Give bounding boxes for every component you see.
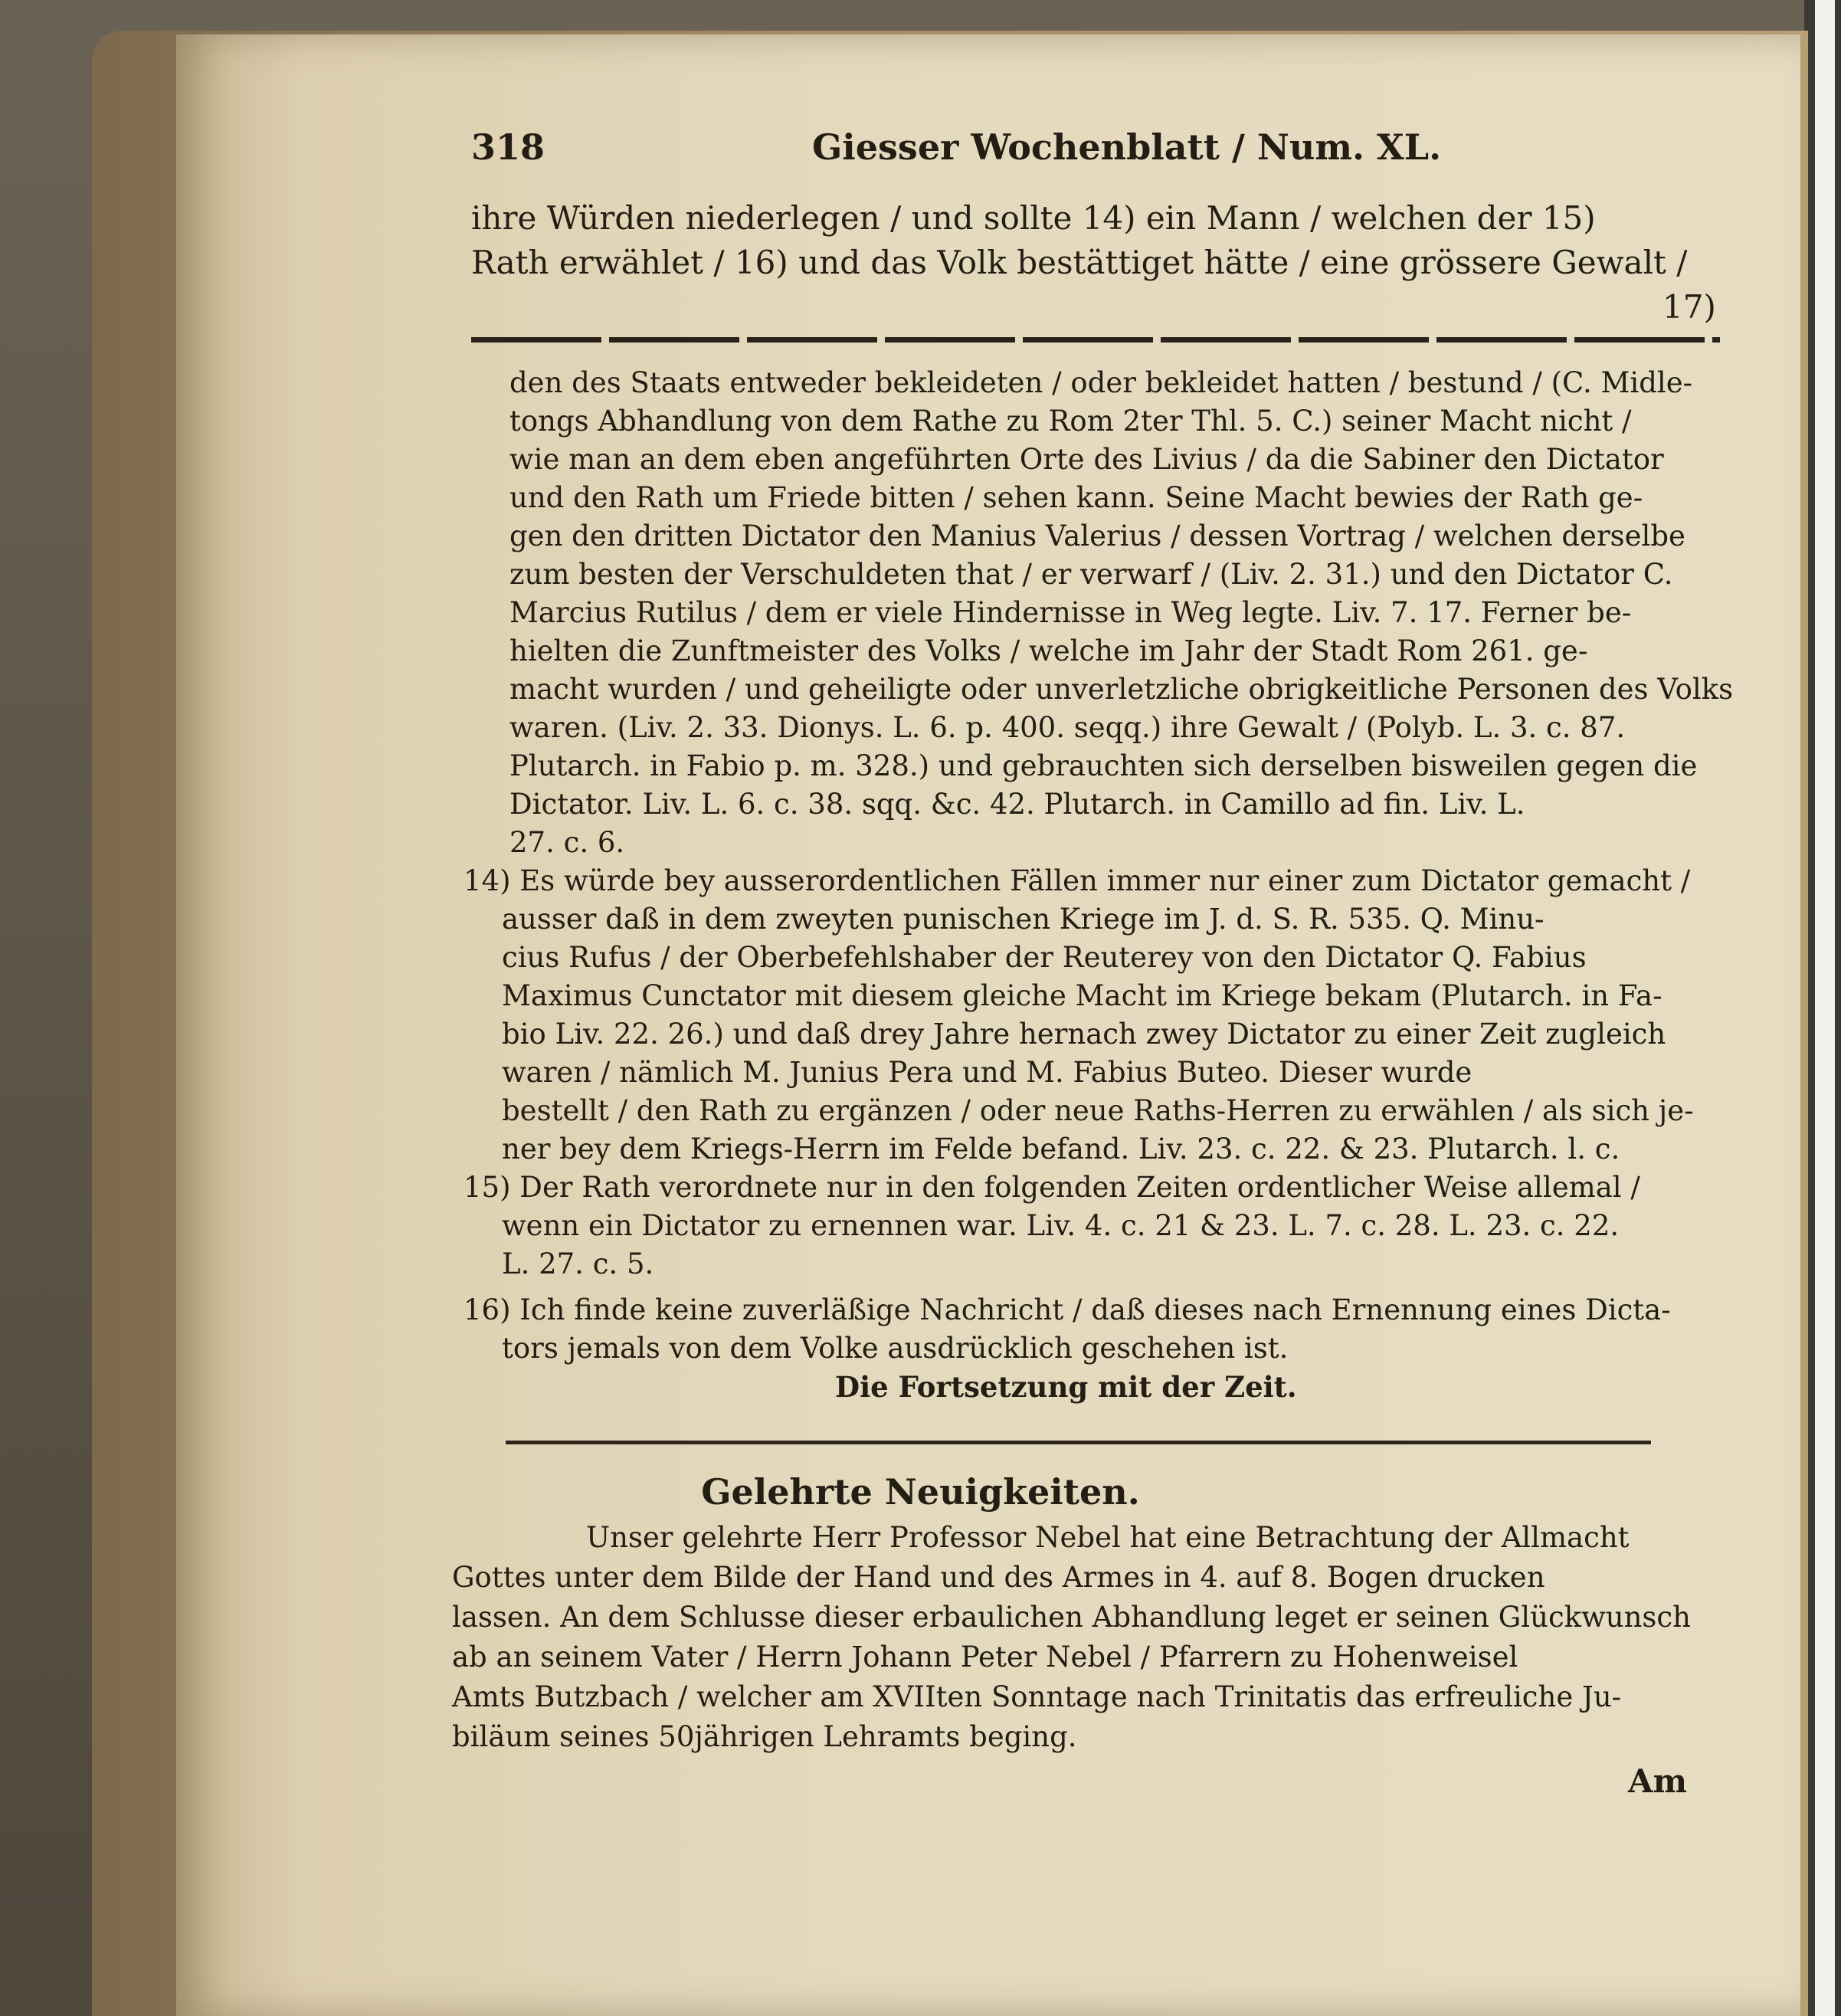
scanner-white-edge [1815,0,1835,2016]
footnote-16-line: 16) Ich finde keine zuverläßige Nachricht / daß dieses nach Ernennung eines Dicta- [464,1293,1671,1326]
footnote-line: gen den dritten Dictator den Manius Valerius / dessen Vortrag / welchen derselbe [509,520,1685,552]
footnote-14-line: bio Liv. 22. 26.) und daß drey Jahre hernach zwey Dictator zu einer Zeit zugleich [502,1018,1666,1051]
footnote-line: und den Rath um Friede bitten / sehen kann. Seine Macht bewies der Rath ge- [509,481,1643,514]
footnote-line: Plutarch. in Fabio p. m. 328.) und gebrauchten sich derselben bisweilen gegen die [509,749,1698,782]
catchword: Am [1628,1762,1688,1800]
footnote-line: zum besten der Verschuldeten that / er verwarf / (Liv. 2. 31.) und den Dictator C. [509,558,1673,591]
news-line: biläum seines 50jährigen Lehramts beging. [452,1720,1077,1753]
footnote-line: wie man an dem eben angeführten Orte des Livius / da die Sabiner den Dictator [509,443,1664,476]
page-number: 318 [471,126,545,168]
continuation-note: Die Fortsetzung mit der Zeit. [835,1370,1297,1404]
footnote-14-line: cius Rufus / der Oberbefehlshaber der Reuterey von den Dictator Q. Fabius [502,941,1587,974]
footnote-line: hielten die Zunftmeister des Volks / welche im Jahr der Stadt Rom 261. ge- [509,634,1588,667]
footnote-14-line: waren / nämlich M. Junius Pera und M. Fabius Buteo. Dieser wurde [502,1056,1472,1089]
footnote-line: macht wurden / und geheiligte oder unverletzliche obrigkeitliche Personen des Volks [509,673,1734,706]
footnote-line: Dictator. Liv. L. 6. c. 38. sqq. &c. 42. Plutarch. in Camillo ad fin. Liv. L. [509,788,1525,821]
news-line: ab an seinem Vater / Herrn Johann Peter Nebel / Pfarrern zu Hohenweisel [452,1641,1518,1673]
footnote-line: Marcius Rutilus / dem er viele Hindernisse in Weg legte. Liv. 7. 17. Ferner be- [509,596,1632,629]
footnote-line: waren. (Liv. 2. 33. Dionys. L. 6. p. 400. seqq.) ihre Gewalt / (Polyb. L. 3. c. 87. [509,711,1626,744]
footnote-line: den des Staats entweder bekleideten / oder bekleidet hatten / bestund / (C. Midle- [509,366,1693,399]
news-line: Gottes unter dem Bilde der Hand und des Armes in 4. auf 8. Bogen drucken [452,1561,1545,1594]
body-line-1: ihre Würden niederlegen / und sollte 14) ein Mann / welchen der 15) [471,199,1596,237]
section-rule [506,1441,1651,1444]
scan-right-border [1804,0,1841,2016]
footnote-15-line: wenn ein Dictator zu ernennen war. Liv. 4. c. 21 & 23. L. 7. c. 28. L. 23. c. 22. [502,1209,1620,1242]
news-line: Amts Butzbach / welcher am XVIIten Sonntage nach Trinitatis das erfreuliche Ju- [452,1680,1622,1713]
footnote-15-line: 15) Der Rath verordnete nur in den folgenden Zeiten ordentlicher Weise allemal / [464,1171,1640,1204]
footnote-separator [471,337,1720,343]
news-line: lassen. An dem Schlusse dieser erbaulichen Abhandlung leget er seinen Glückwunsch [452,1601,1691,1634]
footnote-line: 27. c. 6. [509,826,625,859]
footnote-15-line: L. 27. c. 5. [502,1247,654,1280]
footnote-16-line: tors jemals von dem Volke ausdrücklich geschehen ist. [502,1332,1289,1365]
footnote-14-line: Maximus Cunctator mit diesem gleiche Macht im Kriege bekam (Plutarch. in Fa- [502,979,1662,1012]
running-title: Giesser Wochenblatt / Num. XL. [812,126,1442,168]
news-line: Unser gelehrte Herr Professor Nebel hat eine Betrachtung der Allmacht [586,1521,1630,1554]
footnote-14-line: bestellt / den Rath zu ergänzen / oder neue Raths-Herren zu erwählen / als sich je- [502,1094,1694,1127]
footnote-14-line: ner bey dem Kriegs-Herrn im Felde befand. Liv. 23. c. 22. & 23. Plutarch. l. c. [502,1133,1620,1165]
footnote-line: tongs Abhandlung von dem Rathe zu Rom 2ter Thl. 5. C.) seiner Macht nicht / [509,405,1632,438]
news-heading: Gelehrte Neuigkeiten. [701,1471,1140,1513]
body-line-2: Rath erwählet / 16) und das Volk bestättiget hätte / eine grössere Gewalt / [471,244,1688,281]
footnote-14-line: ausser daß in dem zweyten punischen Kriege im J. d. S. R. 535. Q. Minu- [502,903,1545,936]
body-line-3: 17) [1662,288,1716,326]
footnote-14-line: 14) Es würde bey ausserordentlichen Fällen immer nur einer zum Dictator gemacht / [464,864,1691,897]
